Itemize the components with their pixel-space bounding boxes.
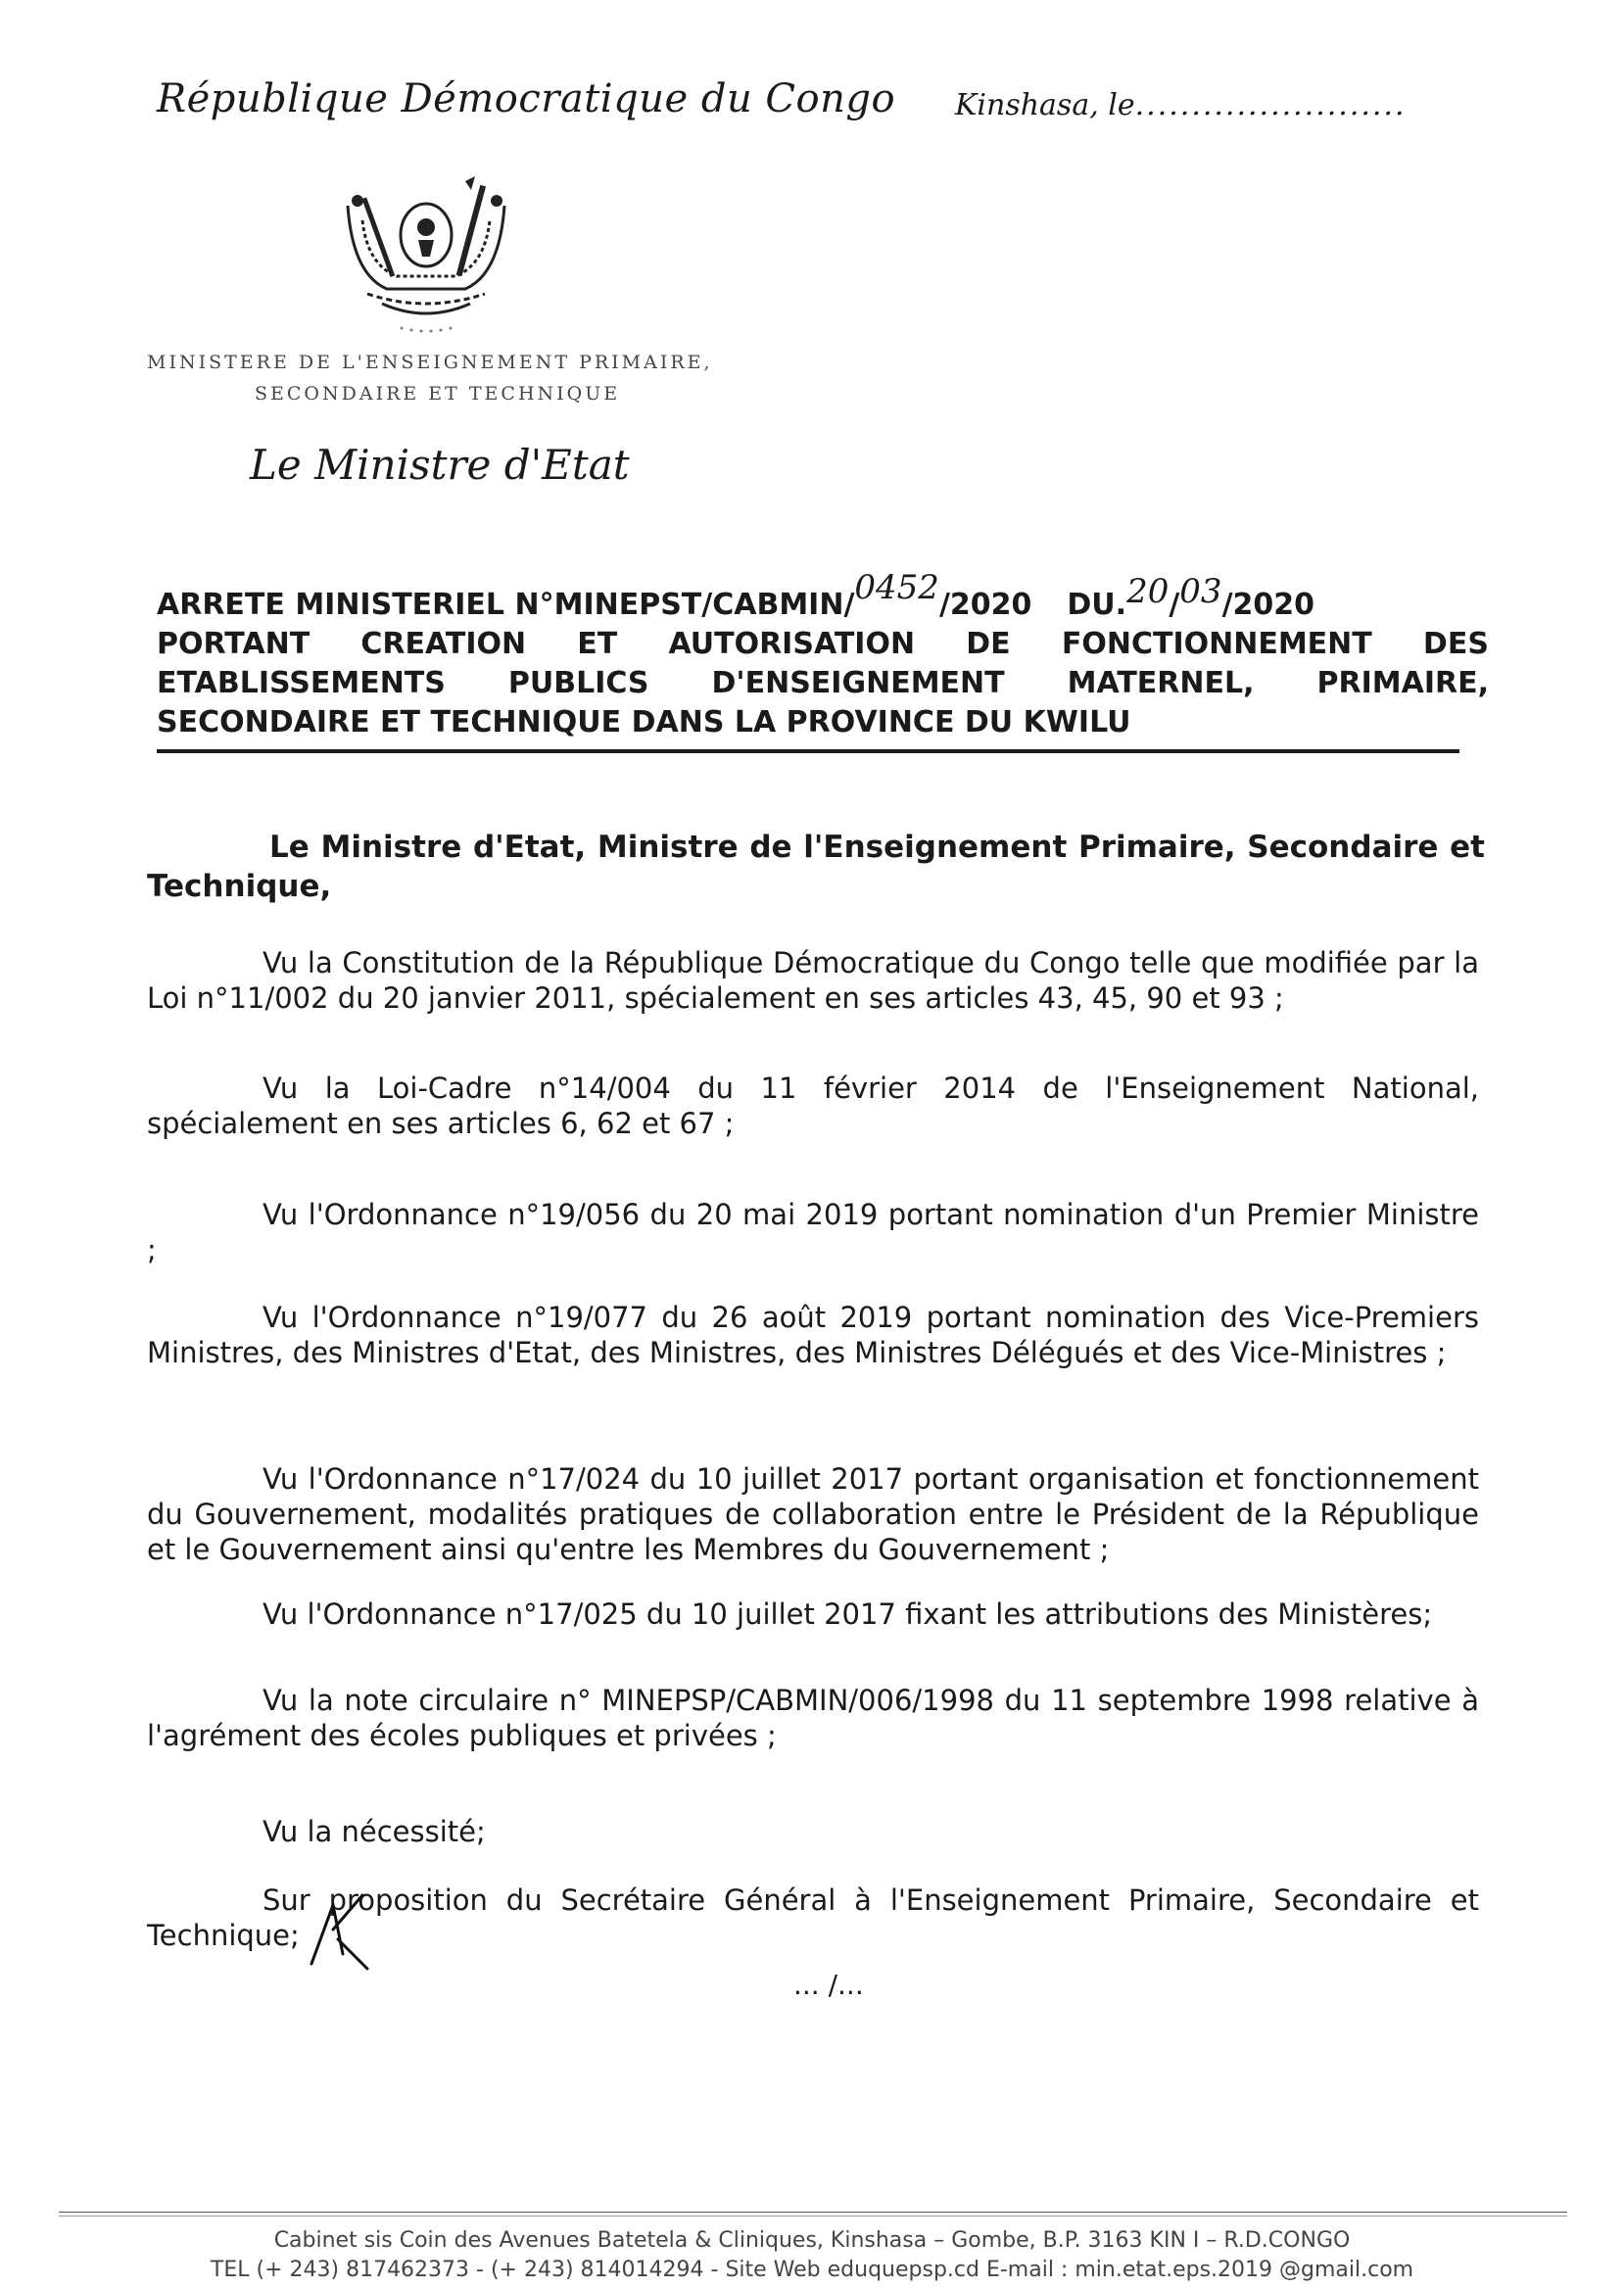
consideration-text: Vu la note circulaire n° MINEPSP/CABMIN/006/1998 du 11 septembre 1998 relative à l'agrément des écoles publiques et privées ; — [147, 1684, 1479, 1752]
date-blank: ........................ — [1134, 88, 1407, 122]
consideration-text: Vu l'Ordonnance n°17/025 du 10 juillet 2017 fixant les attributions des Ministères; — [263, 1597, 1433, 1631]
ministry-name — [147, 347, 713, 409]
title-prefix: ARRETE MINISTERIEL N°MINEPST/CABMIN/ — [157, 588, 855, 622]
consideration-note-circulaire — [147, 1683, 1479, 1753]
title-underline — [157, 749, 1459, 753]
footer-contact: TEL (+ 243) 817462373 - (+ 243) 814014294 - Site Web eduquepsp.cd E-mail : min.etat.eps.2019 @gmail.com — [210, 2258, 1414, 2282]
title-word: DES — [1422, 627, 1489, 661]
consideration-text: Sur proposition du Secrétaire Général à l'Enseignement Primaire, Secondaire et Technique; — [147, 1883, 1479, 1952]
consideration-text: Vu l'Ordonnance n°19/056 du 20 mai 2019 portant nomination d'un Premier Ministre ; — [147, 1198, 1479, 1266]
title-word: FONCTIONNEMENT — [1061, 627, 1372, 661]
date-day-handwritten: 20 — [1126, 572, 1170, 611]
consideration-ordonnance-gouvernement — [147, 1461, 1479, 1567]
ministry-line-2: SECONDAIRE ET TECHNIQUE — [255, 383, 621, 405]
consideration-ordonnance-attributions — [147, 1597, 1479, 1632]
title-line-1: ARRETE MINISTERIEL N°MINEPST/CABMIN/ 0452 /2020 DU. 20 / 03 /2020 — [157, 586, 1489, 625]
consideration-necessite — [147, 1814, 1479, 1849]
title-word: DE — [966, 627, 1011, 661]
footer-address: Cabinet sis Coin des Avenues Batetela & Cliniques, Kinshasa – Gombe, B.P. 3163 KIN I – R.D.CONGO — [273, 2228, 1351, 2253]
consideration-loi-cadre — [147, 1071, 1479, 1141]
place-date — [955, 88, 1407, 122]
place-date-label: Kinshasa, le — [955, 88, 1135, 122]
consideration-ordonnance-ministres — [147, 1300, 1479, 1370]
title-word: MATERNEL, — [1067, 666, 1255, 700]
republic-heading: République Démocratique du Congo — [157, 76, 896, 121]
coat-of-arms-emblem — [328, 167, 524, 338]
consideration-ordonnance-premier-ministre — [147, 1197, 1479, 1267]
title-word: PRIMAIRE, — [1316, 666, 1489, 700]
consideration-constitution — [147, 945, 1479, 1016]
handwritten-initials — [304, 1885, 372, 1974]
title-du-label: DU. — [1067, 588, 1127, 622]
title-word: PORTANT — [157, 627, 310, 661]
title-line-4: SECONDAIRE ET TECHNIQUE DANS LA PROVINCE DU KWILU — [157, 705, 1131, 739]
title-word: ET — [577, 627, 618, 661]
title-line-2 — [157, 625, 1489, 664]
title-year: /2020 — [938, 588, 1032, 622]
title-word: D'ENSEIGNEMENT — [711, 666, 1005, 700]
decree-intro — [147, 828, 1485, 906]
intro-text: Le Ministre d'Etat, Ministre de l'Enseignement Primaire, Secondaire et Technique, — [147, 830, 1485, 904]
signatory-title: Le Ministre d'Etat — [250, 441, 630, 489]
date-month-handwritten: 03 — [1179, 572, 1222, 611]
ministry-line-1: MINISTERE DE L'ENSEIGNEMENT PRIMAIRE, — [147, 352, 713, 373]
continuation-mark: ... /... — [793, 1969, 864, 2001]
footer-divider — [59, 2212, 1567, 2213]
title-word: ETABLISSEMENTS — [157, 666, 446, 700]
consideration-text: Vu la Constitution de la République Démocratique du Congo telle que modifiée par la Loi n°11/002 du 20 janvier 2011, spécialement en ses articles 43, 45, 90 et 93 ; — [147, 946, 1479, 1015]
consideration-text: Vu l'Ordonnance n°19/077 du 26 août 2019 portant nomination des Vice-Premiers Ministres, des Ministres d'Etat, des Ministres, des Ministres Délégués et des Vice-Ministres ; — [147, 1301, 1479, 1369]
consideration-text: Vu la Loi-Cadre n°14/004 du 11 février 2014 de l'Enseignement National, spécialement en ses articles 6, 62 et 67 ; — [147, 1072, 1479, 1140]
consideration-text: Vu l'Ordonnance n°17/024 du 10 juillet 2017 portant organisation et fonctionnement du Gouvernement, modalités pratiques de collaboration entre le Président de la République et le Gouvernement ainsi qu'entre les Membres du Gouvernement ; — [147, 1462, 1479, 1566]
title-line-3 — [157, 664, 1489, 703]
decree-number-handwritten: 0452 — [854, 568, 939, 607]
title-date-year: /2020 — [1221, 588, 1315, 622]
title-word: PUBLICS — [507, 666, 649, 700]
decree-title — [157, 568, 1489, 742]
title-word: AUTORISATION — [668, 627, 916, 661]
title-word: CREATION — [360, 627, 527, 661]
consideration-text: Vu la nécessité; — [263, 1815, 486, 1848]
